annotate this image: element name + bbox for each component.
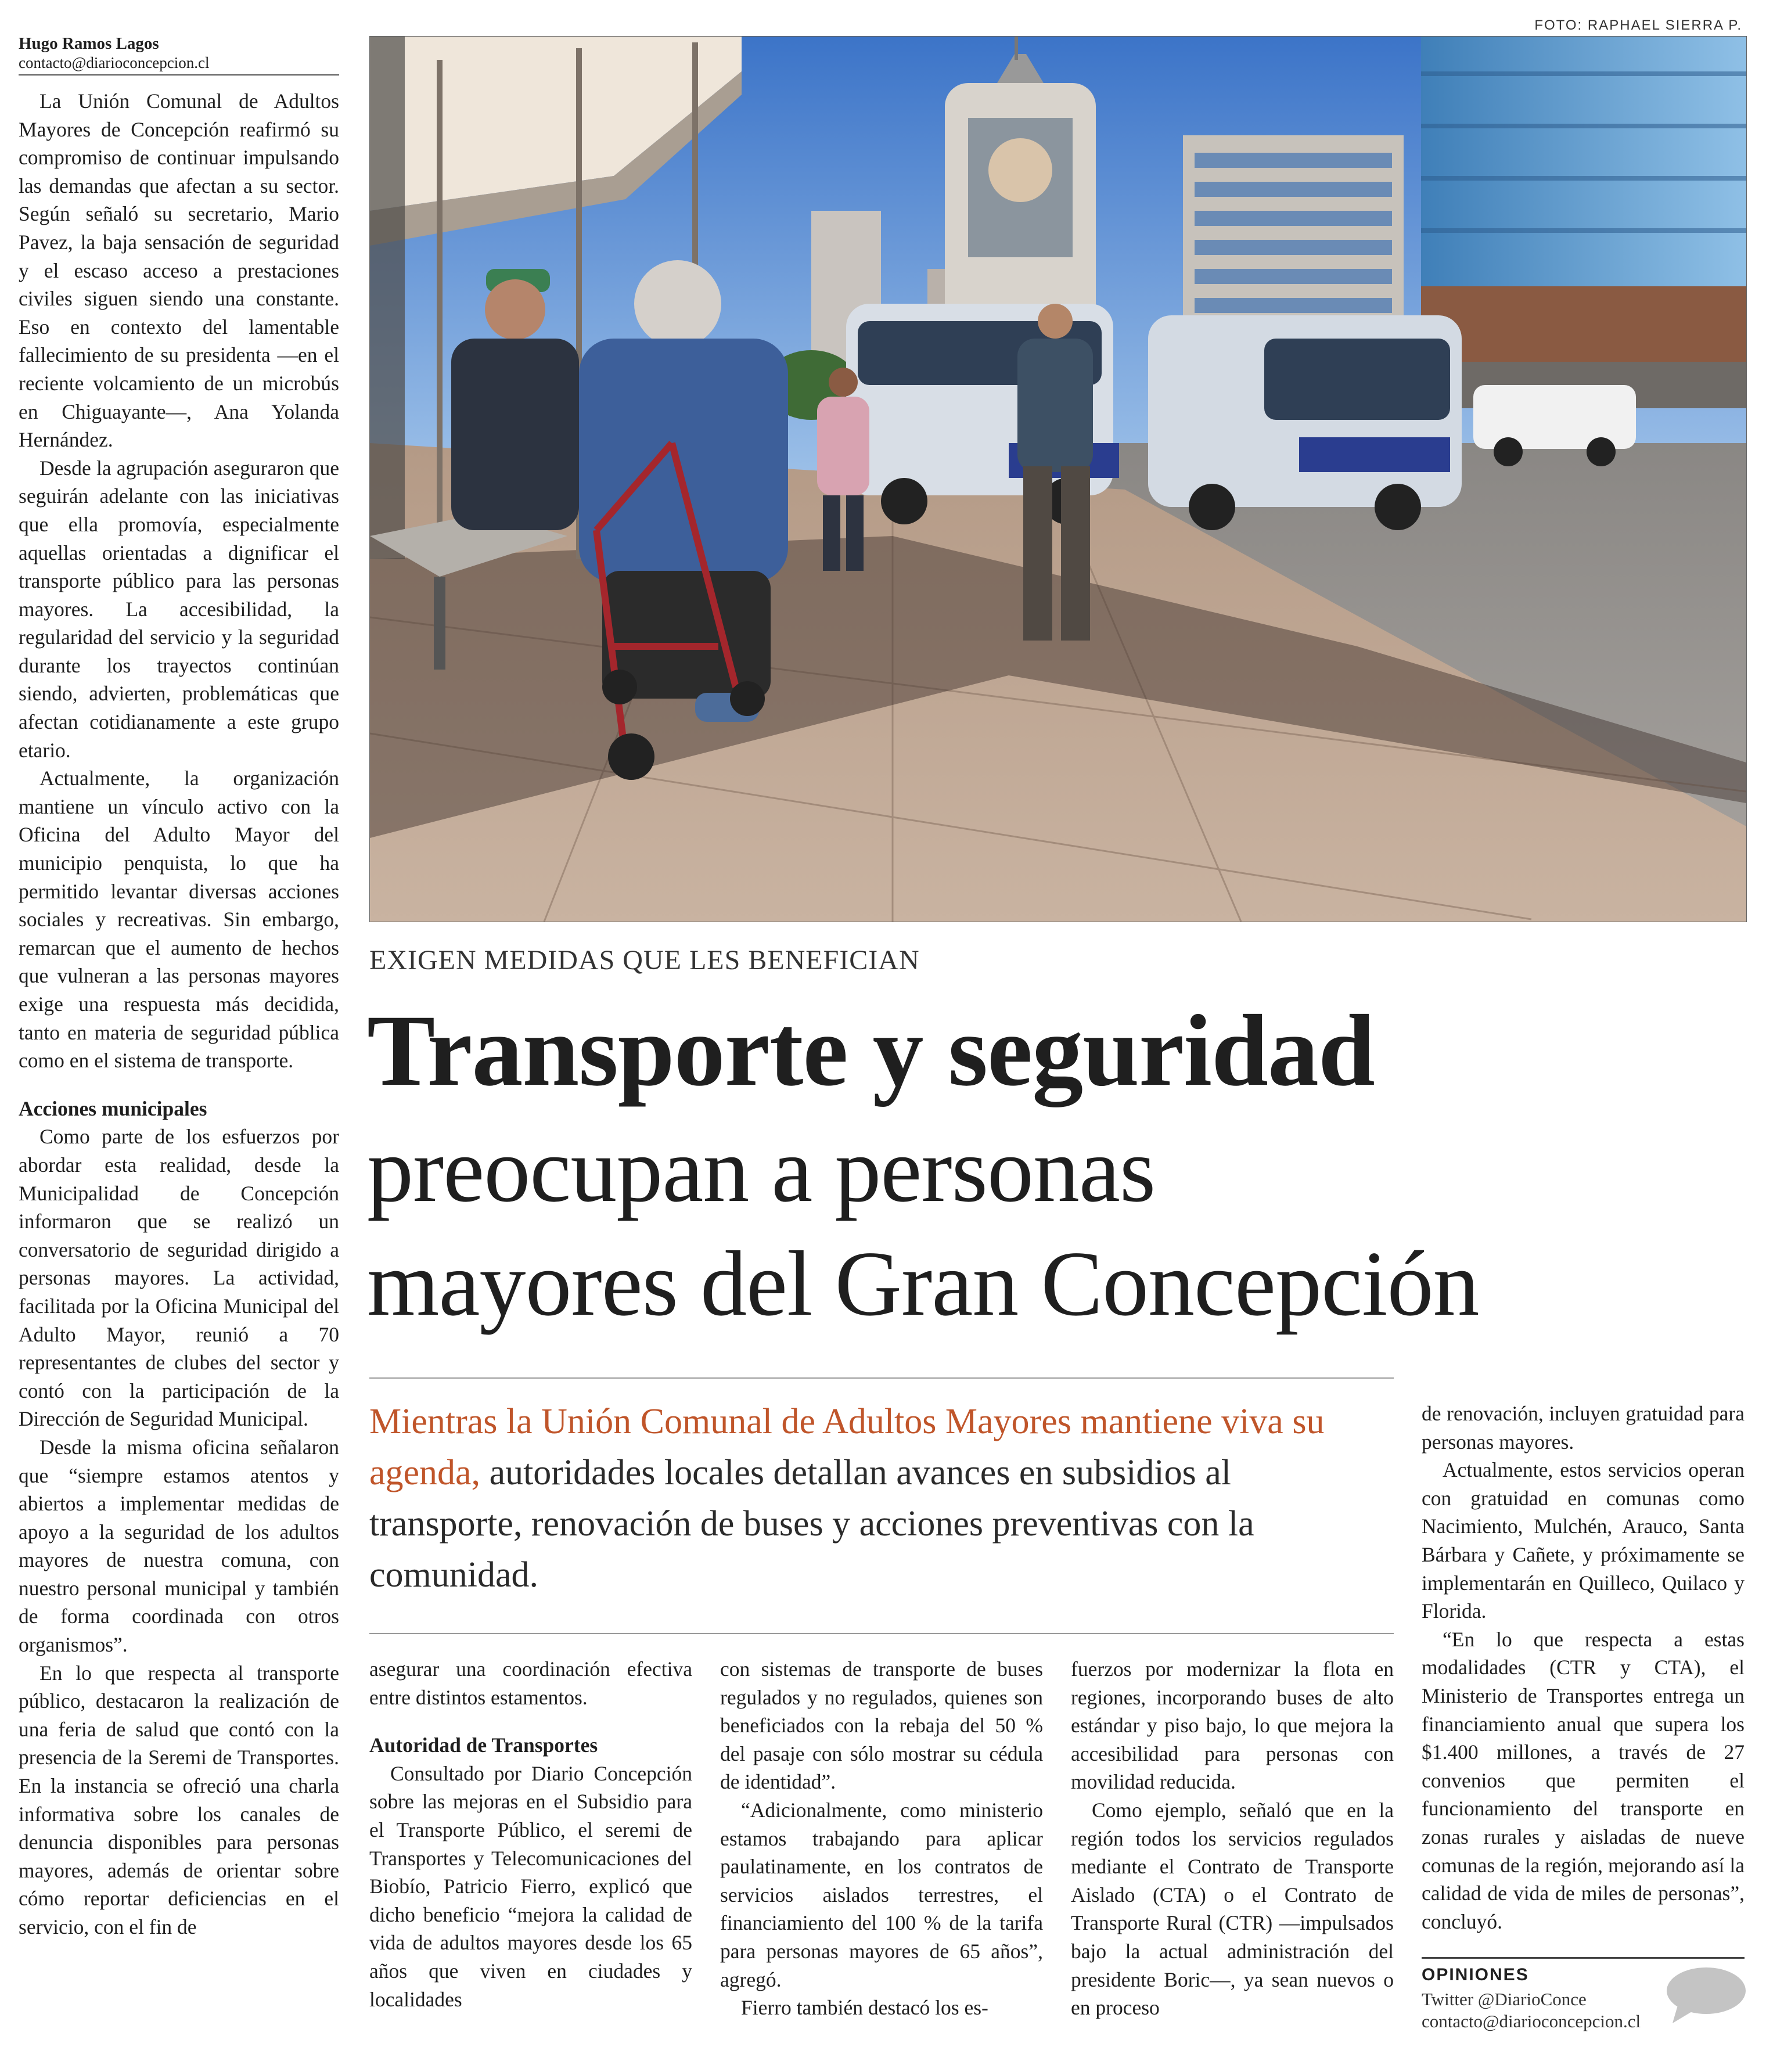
lead-top-rule bbox=[369, 1377, 1394, 1379]
opinions-title: OPINIONES bbox=[1422, 1965, 1529, 1984]
byline-rule bbox=[19, 74, 339, 75]
opinions-email[interactable]: contacto@diarioconcepcion.cl bbox=[1422, 2011, 1641, 2031]
author-email[interactable]: contacto@diarioconcepcion.cl bbox=[19, 54, 210, 71]
lead-rest: autoridades locales detallan avances en subsidios al transporte, renovación de buses y acciones preventivas con la comunidad. bbox=[369, 1453, 1254, 1595]
subhead-autoridad-de-transportes: Autoridad de Transportes bbox=[369, 1733, 598, 1757]
paragraph: “En lo que respecta a estas modalidades (CTR y CTA), el Ministerio de Transportes entrega un financiamiento anual que supera los $1.400 millones, a través de 27 convenios que permiten el funcionamiento del transporte en zonas rurales y aisladas de nueve comunas de la región, mejorando así la calidad de vida de miles de personas”, concluyó. bbox=[1422, 1627, 1745, 1933]
paragraph: “Adicionalmente, como ministerio estamos trabajando para aplicar paulatinamente, en los contratos de servicios aislados terrestres, el financiamiento del 100 % de la tarifa para personas mayores de 65 años”, agregó. bbox=[720, 1798, 1043, 1991]
headline-line-1: Transporte y seguridad bbox=[367, 994, 1375, 1107]
paragraph: Como ejemplo, señaló que en la región todos los servicios regulados mediante el Contrato de Transporte Aislado (CTA) o el Contrato de Transporte Rural (CTR) —impulsados bajo la actual administración del presidente Boric—, ya sean nuevos o en proceso bbox=[1071, 1798, 1394, 2020]
paragraph: Consultado por Diario Concepción sobre las mejoras en el Subsidio para el Transporte Público, el seremi de Transportes y Telecomunicaciones del Biobío, Patricio Fierro, explicó que dicho beneficio “mejora la calidad de vida de adultos mayores desde los 65 años que viven en ciudades y localidades bbox=[369, 1761, 692, 2011]
headline-line-3: mayores del Gran Concepción bbox=[367, 1232, 1479, 1335]
headline-line-2: preocupan a personas bbox=[367, 1118, 1156, 1221]
paragraph: con sistemas de transporte de buses regulados y no regulados, quienes son beneficiados con la rebaja del 50 % del pasaje con sólo mostrar su cédula de identidad”. bbox=[720, 1657, 1043, 1794]
speech-bubble-icon bbox=[1661, 1963, 1748, 2027]
subhead-acciones-municipales: Acciones municipales bbox=[19, 1096, 207, 1120]
author-name: Hugo Ramos Lagos bbox=[19, 34, 159, 53]
paragraph: fuerzos por modernizar la flota en regiones, incorporando buses de alto estándar y piso bajo, lo que mejora la accesibilidad para personas con movilidad reducida. bbox=[1071, 1657, 1394, 1794]
paragraph: Actualmente, estos servicios operan con gratuidad en comunas como Nacimiento, Mulchén, Arauco, Santa Bárbara y Cañete, y próximamente se implementarán en Quilleco, Quilaco y Florida. bbox=[1422, 1458, 1745, 1623]
opinions-twitter[interactable]: Twitter @DiarioConce bbox=[1422, 1989, 1587, 2009]
paragraph: Desde la misma oficina señalaron que “siempre estamos atentos y abiertos a implementar medidas de apoyo a la seguridad de los adultos mayores de nuestra comuna, con nuestro personal municipal y también de forma coordinada con otros organismos”. bbox=[19, 1435, 339, 1657]
lead-paragraph bbox=[369, 1396, 1380, 1600]
column-3 bbox=[720, 1655, 1043, 2022]
news-photo bbox=[369, 36, 1747, 922]
lead-bottom-rule bbox=[369, 1633, 1394, 1634]
column-2 bbox=[369, 1655, 692, 2013]
paragraph: Desde la agrupación aseguraron que seguirán adelante con las iniciativas que ella promovía, especialmente aquellas orientadas a dignificar el transporte público para las personas mayores. La accesibilidad, la regularidad del servicio y la seguridad durante los trayectos continúan siendo, advierten, problemáticas que afectan cotidianamente a este grupo etario. bbox=[19, 456, 339, 762]
byline bbox=[19, 34, 344, 72]
lead-highlight: Mientras la Unión Comunal de Adultos Mayores mantiene viva su agenda, bbox=[369, 1402, 1325, 1492]
paragraph: Actualmente, la organización mantiene un vínculo activo con la Oficina del Adulto Mayor del municipio penquista, lo que ha permitido levantar diversas acciones sociales y recreativas. Sin embargo, remarcan que el aumento de hechos que vulneran a las personas mayores exige una respuesta más decidida, tanto en materia de seguridad pública como en el sistema de transporte. bbox=[19, 767, 339, 1073]
column-5 bbox=[1422, 1400, 1745, 1936]
photo-credit: FOTO: RAPHAEL SIERRA P. bbox=[1534, 17, 1742, 33]
kicker: EXIGEN MEDIDAS QUE LES BENEFICIAN bbox=[369, 945, 920, 976]
paragraph: Fierro también destacó los es- bbox=[741, 1996, 988, 2020]
paragraph: de renovación, incluyen gratuidad para personas mayores. bbox=[1422, 1402, 1745, 1454]
opinions-rule bbox=[1422, 1957, 1745, 1959]
column-1 bbox=[19, 87, 339, 1941]
paragraph: Como parte de los esfuerzos por abordar esta realidad, desde la Municipalidad de Concepción informaron que se realizó un conversatorio de seguridad dirigido a personas mayores. La actividad, facilitada por la Oficina Municipal del Adulto Mayor, reunió a 70 representantes de clubes del sector y contó con la participación de la Dirección de Seguridad Municipal. bbox=[19, 1125, 339, 1431]
paragraph: asegurar una coordinación efectiva entre distintos estamentos. bbox=[369, 1657, 692, 1709]
bus-stop-scene-illustration bbox=[370, 37, 1746, 922]
paragraph: La Unión Comunal de Adultos Mayores de Concepción reafirmó su compromiso de continuar impulsando las demandas que afectan a su sector. Según señaló su secretario, Mario Pavez, la baja sensación de seguridad y el escaso acceso a prestaciones civiles siguen siendo una constante. Eso en contexto del lamentable fallecimiento de su presidenta —en el reciente volcamiento de un microbús en Chiguayante—, Ana Yolanda Hernández. bbox=[19, 89, 339, 452]
column-4 bbox=[1071, 1655, 1394, 2022]
paragraph: En lo que respecta al transporte público, destacaron la realización de una feria de salud que contó con la presencia de la Seremi de Transportes. En la instancia se ofreció una charla informativa sobre los canales de denuncia disponibles para personas mayores, además de orientar sobre cómo reportar deficiencias en el servicio, con el fin de bbox=[19, 1661, 339, 1938]
